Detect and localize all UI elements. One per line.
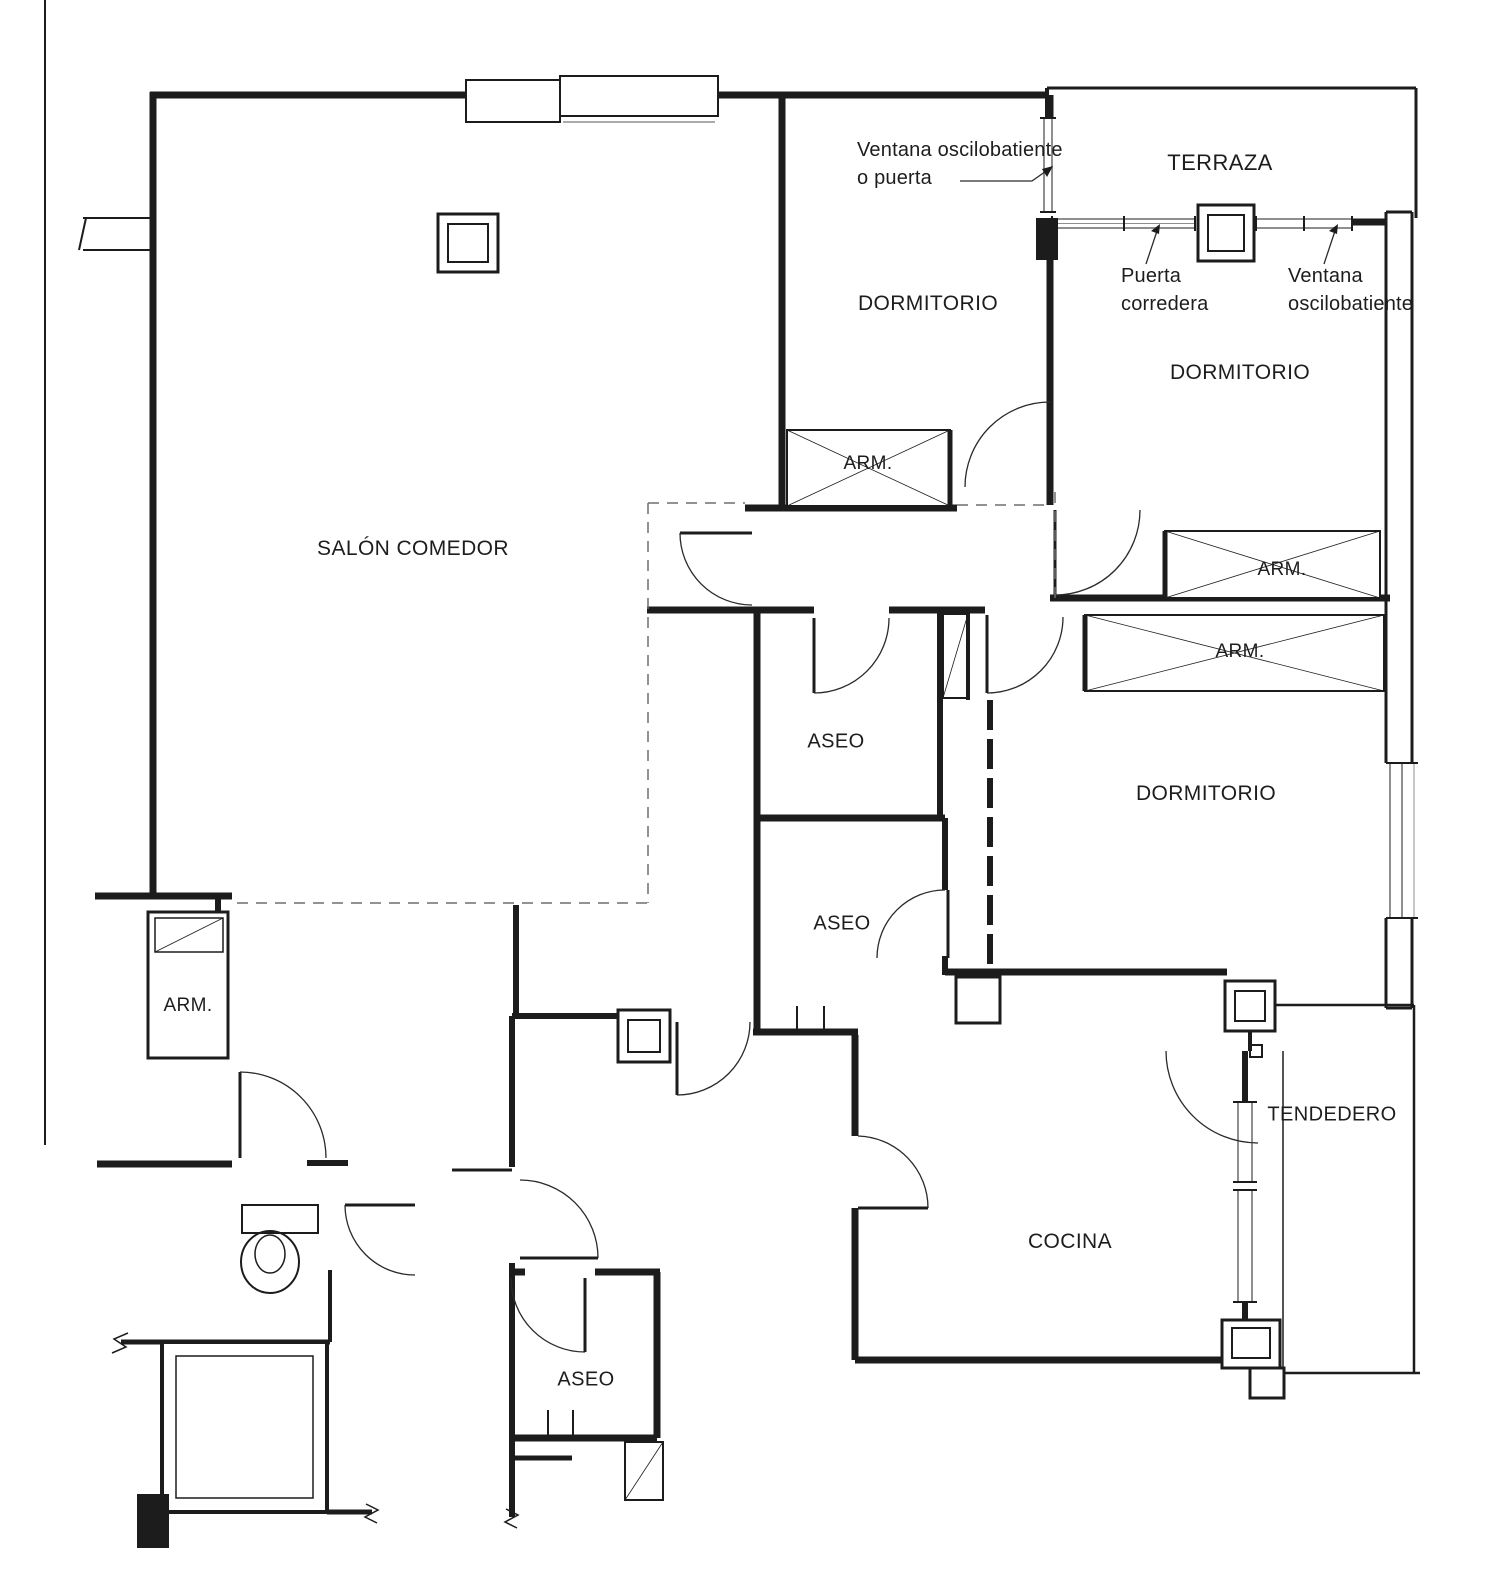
room-label-dormitorio-3: DORMITORIO	[1135, 782, 1277, 805]
door-aseo2	[877, 890, 948, 958]
room-label-cocina: COCINA	[1027, 1230, 1113, 1253]
room-label-aseo-3: ASEO	[557, 1368, 615, 1391]
room-label-tendedero: TENDEDERO	[1267, 1103, 1397, 1126]
pillar-hall	[618, 1010, 670, 1062]
room-label-salon-comedor: SALÓN COMEDOR	[317, 537, 509, 560]
door-corridor	[345, 1205, 415, 1275]
structural-column-filled	[137, 1494, 169, 1548]
duct-aseo3	[625, 1442, 663, 1500]
exterior-walls	[79, 92, 1228, 1360]
door-corridor-bottom	[520, 1180, 598, 1258]
door-salon-hall	[680, 533, 752, 605]
wardrobes	[148, 430, 1384, 1058]
pillar-dorm1-corner	[1036, 218, 1058, 260]
pillar-cocina-top	[1225, 981, 1275, 1031]
pillar-cocina-corner	[956, 977, 1000, 1023]
annotation-line: o puerta	[857, 167, 932, 189]
door-cocina	[858, 1136, 928, 1208]
annotation-line: Ventana	[1288, 265, 1363, 287]
annotation-line: Ventana oscilobatiente	[857, 139, 1063, 161]
door-dormitorio1	[965, 402, 1050, 487]
duct-aseo1	[943, 612, 968, 700]
closet-label-arm-dorm3: ARM.	[1215, 641, 1265, 662]
room-label-aseo-1: ASEO	[807, 730, 865, 753]
room-label-terraza: TERRAZA	[1167, 150, 1273, 175]
door-dormitorio3	[987, 615, 1063, 693]
sliding-door-glazing	[1052, 216, 1195, 231]
door-dormitorio2	[1055, 510, 1140, 595]
window-top-1	[466, 80, 560, 122]
window-cocina-tendedero	[1233, 1102, 1257, 1302]
door-aseo1	[814, 618, 889, 693]
door-entry	[240, 1072, 326, 1158]
annotation-line: oscilobatiente	[1288, 293, 1414, 315]
closet-label-arm-dorm1: ARM.	[843, 453, 893, 474]
closet-label-arm-entry: ARM.	[163, 995, 213, 1016]
toilet-symbol	[241, 1205, 318, 1293]
wardrobe-entry	[148, 912, 228, 1058]
door-aseo3	[511, 1278, 585, 1352]
annotation-ventana-oscilobatiente	[1288, 262, 1413, 318]
annotation-line: Puerta	[1121, 265, 1182, 287]
room-label-aseo-2: ASEO	[813, 912, 871, 935]
pillar-tendedero-bottom	[1222, 1320, 1280, 1368]
stair-block	[137, 1342, 327, 1548]
room-label-dormitorio-1: DORMITORIO	[857, 292, 999, 315]
window-top-2	[560, 76, 718, 116]
door-hall-entry	[677, 1022, 750, 1095]
window-dorm3-right	[1386, 763, 1418, 918]
pillar-salon	[438, 214, 498, 272]
room-label-dormitorio-2: DORMITORIO	[1169, 361, 1311, 384]
annotation-puerta-corredera	[1121, 262, 1208, 318]
annotation-line: corredera	[1121, 293, 1209, 315]
window-dorm2-terraza	[1256, 216, 1352, 231]
annotation-ventana-o-puerta	[857, 136, 1063, 192]
pillar-terraza	[1198, 205, 1254, 261]
closet-label-arm-dorm2: ARM.	[1257, 559, 1307, 580]
